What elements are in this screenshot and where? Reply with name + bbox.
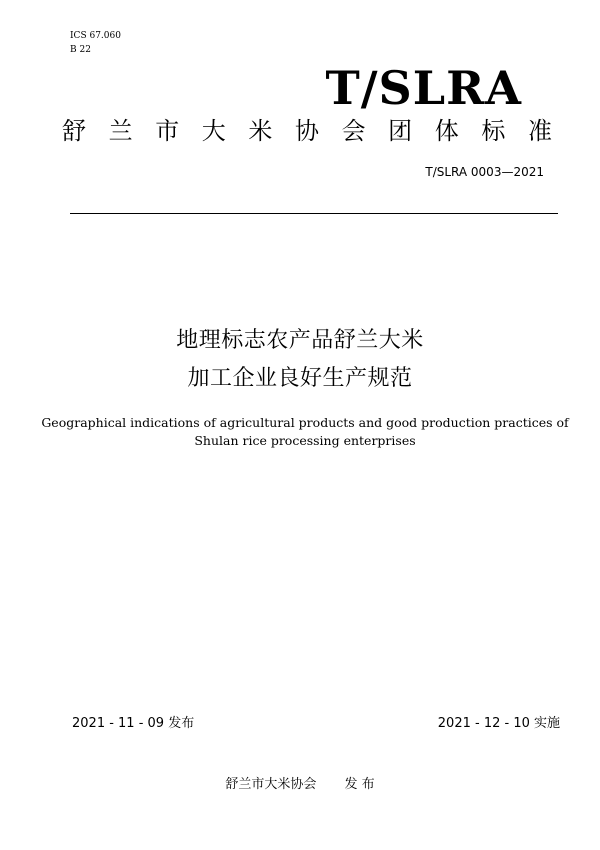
title-zh-line-1: 地理标志农产品舒兰大米 [176,328,424,353]
standard-type-char: 舒 [62,117,86,145]
standard-type-char: 会 [341,117,366,145]
standard-type-char: 准 [527,117,552,145]
header-divider [70,213,558,214]
title-en-line-1: Geographical indications of agricultural products and good production practices of [41,415,569,430]
publisher-action: 发 布 [344,777,375,792]
standard-type-char: 体 [434,117,459,145]
standard-type-char: 标 [481,117,506,145]
standard-type-char: 市 [155,117,180,145]
standard-type-title [62,116,552,146]
ics-code: ICS 67.060 [70,31,121,41]
standard-logo: T/SLRA [325,61,522,115]
standard-type-char: 协 [294,117,319,145]
standard-type-char: 米 [248,117,273,145]
title-zh-line-2: 加工企业良好生产规范 [187,366,413,391]
standard-type-char: 团 [388,117,413,145]
standard-type-char: 大 [201,117,226,145]
standard-type-char: 兰 [108,117,133,145]
implementation-date: 2021 - 12 - 10 实施 [437,716,560,731]
publisher-name: 舒兰市大米协会 [225,777,317,792]
title-en-line-2: Shulan rice processing enterprises [194,433,416,448]
standard-number: T/SLRA 0003—2021 [425,165,544,179]
issue-date: 2021 - 11 - 09 发布 [72,716,195,731]
publisher-line [0,776,600,794]
ccs-code: B 22 [70,45,91,55]
